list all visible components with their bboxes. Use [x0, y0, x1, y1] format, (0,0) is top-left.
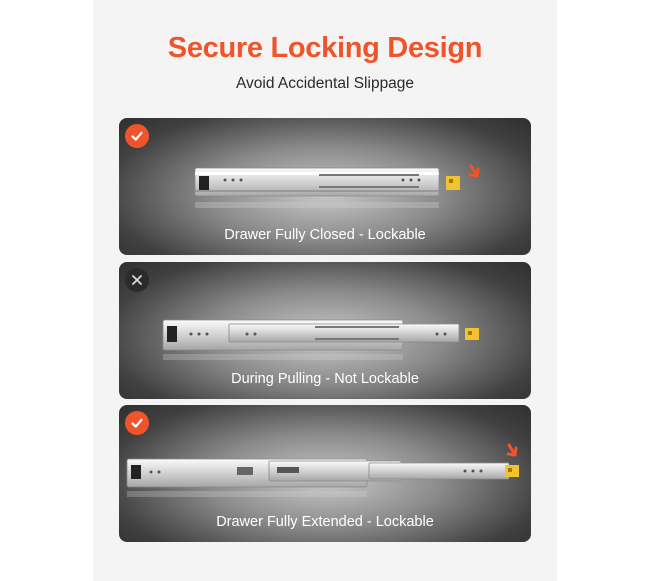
page-title: Secure Locking Design	[167, 32, 483, 64]
panel-drawer-closed	[119, 118, 531, 255]
page-subtitle: Avoid Accidental Slippage	[235, 75, 415, 92]
panel-caption: During Pulling - Not Lockable	[231, 371, 419, 387]
panel-caption: Drawer Fully Closed - Lockable	[224, 227, 426, 243]
drawer-slide-pulling-image	[119, 262, 531, 362]
panel-drawer-pulling	[119, 262, 531, 399]
drawer-slide-extended-image	[119, 405, 531, 505]
panel-drawer-extended	[119, 405, 531, 542]
product-infographic	[93, 0, 557, 581]
panel-caption: Drawer Fully Extended - Lockable	[216, 514, 434, 530]
drawer-slide-closed-image	[119, 118, 531, 218]
